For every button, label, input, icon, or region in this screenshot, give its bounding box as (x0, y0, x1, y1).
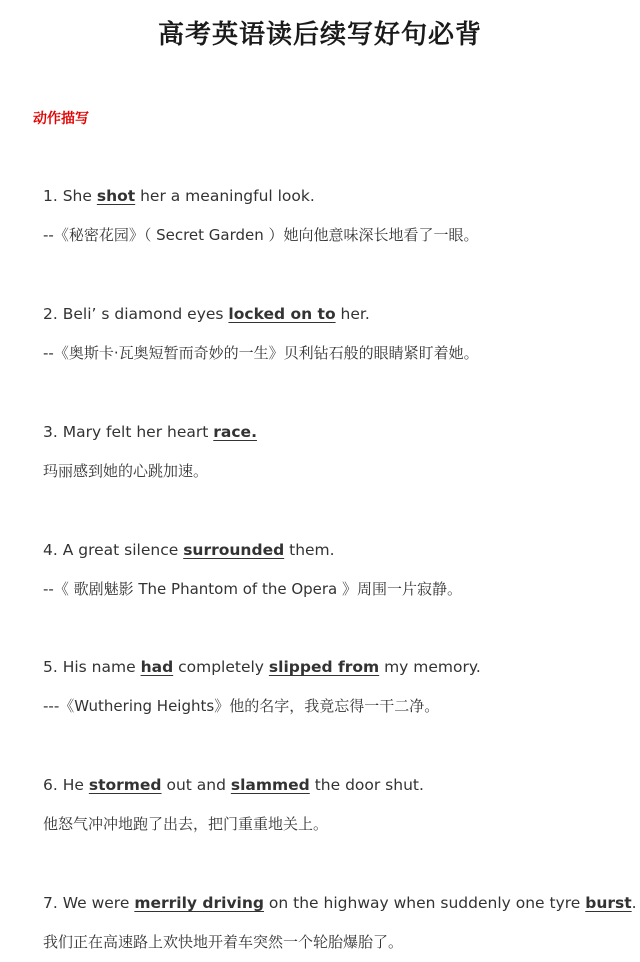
english-sentence (43, 186, 623, 206)
english-sentence (43, 540, 623, 560)
english-sentence (43, 775, 623, 795)
sentence-text: 3. Mary felt her heart (43, 423, 214, 441)
chinese-translation: ---《Wuthering Heights》他的名字，我竟忘得一干二净。 (43, 697, 440, 715)
key-phrase: slipped from (268, 658, 380, 676)
sentence-text: 4. A great silence (43, 541, 184, 559)
sentence-text: 5. His name (43, 658, 141, 676)
sentence-text: 2. Beli’ s diamond eyes (43, 305, 229, 323)
english-sentence (43, 657, 623, 677)
sentence-text: . (631, 894, 637, 912)
sentence-text: 6. He (43, 776, 89, 794)
sentence-text: her. (335, 305, 370, 323)
key-phrase: slammed (230, 776, 310, 794)
key-phrase: had (140, 658, 174, 676)
key-phrase: surrounded (183, 541, 285, 559)
english-sentence (43, 893, 637, 913)
sentence-text: her a meaningful look. (135, 187, 315, 205)
sentence-text: out and (161, 776, 231, 794)
sentence-entry (43, 304, 623, 363)
sentence-entry (43, 775, 623, 834)
sentence-text: my memory. (379, 658, 481, 676)
sentence-text: completely (173, 658, 269, 676)
english-sentence (43, 304, 623, 324)
section-heading: 动作描写 (33, 111, 89, 127)
key-phrase: stormed (88, 776, 162, 794)
sentence-entry (43, 422, 623, 481)
sentence-entry (43, 540, 623, 599)
key-phrase: merrily driving (134, 894, 264, 912)
key-phrase: locked on to (228, 305, 336, 323)
chinese-translation: 玛丽感到她的心跳加速。 (43, 462, 209, 480)
key-phrase: burst (585, 894, 632, 912)
sentence-text: them. (284, 541, 335, 559)
sentence-text: 1. She (43, 187, 97, 205)
page-title: 高考英语读后续写好句必背 (157, 20, 482, 50)
chinese-translation: 他怒气冲冲地跑了出去，把门重重地关上。 (43, 815, 329, 833)
english-sentence (43, 422, 623, 442)
key-phrase: race. (213, 423, 257, 441)
chinese-translation: --《 歌剧魅影 The Phantom of the Opera 》周围一片寂静。 (43, 580, 463, 598)
sentence-text: 7. We were (43, 894, 135, 912)
sentence-entry (43, 657, 623, 716)
sentence-entry (43, 893, 637, 952)
chinese-translation: --《秘密花园》（ Secret Garden ）她向他意味深长地看了一眼。 (43, 226, 479, 244)
chinese-translation: 我们正在高速路上欢快地开着车突然一个轮胎爆胎了。 (43, 933, 404, 951)
key-phrase: shot (96, 187, 136, 205)
chinese-translation: --《奥斯卡·瓦奥短暂而奇妙的一生》贝利钻石般的眼睛紧盯着她。 (43, 344, 479, 362)
sentence-text: the door shut. (309, 776, 424, 794)
sentence-entry (43, 186, 623, 245)
sentence-text: on the highway when suddenly one tyre (264, 894, 586, 912)
